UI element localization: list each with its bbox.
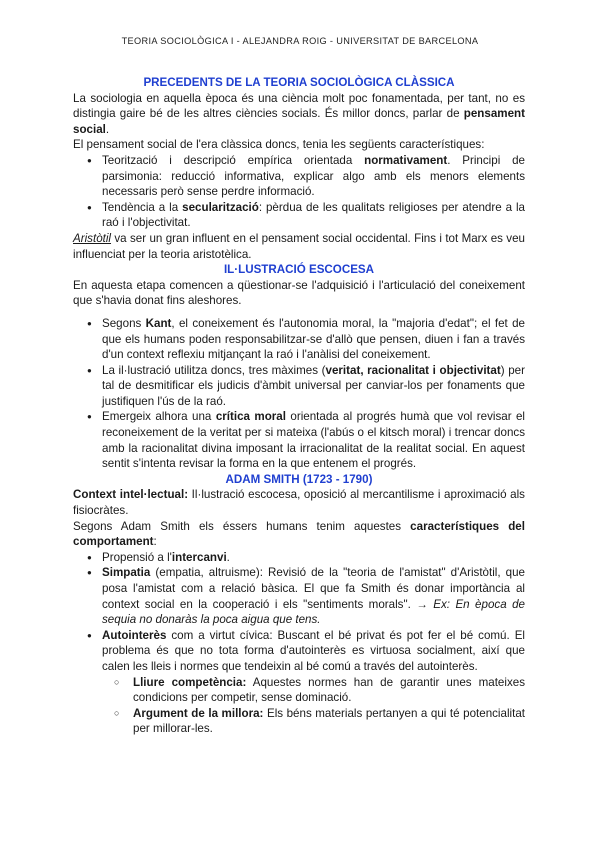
paragraph — [73, 519, 525, 550]
page-header: TEORIA SOCIOLÒGICA I - ALEJANDRA ROIG - UNIVERSITAT DE BARCELONA — [121, 36, 479, 46]
text: (empatia, altruisme): Revisió de la "teoria de l'amistat" d'Aristòtil, que posa l'amistat com a relació bàsica. El que fa Smith és donar importància al context social en la cooperació i els "sentiments morals". → — [102, 566, 525, 611]
italic-text: Ex: En època de sequia no donaràs la poca aigua que tens. — [102, 597, 525, 627]
section-title-precedents: PRECEDENTS DE LA TEORIA SOCIOLÒGICA CLÀSSICA — [143, 76, 455, 89]
list-item — [73, 316, 525, 363]
list-item — [73, 565, 525, 627]
sub-bullet-list — [73, 675, 525, 737]
list-item — [73, 200, 525, 231]
text: : pèrdua de les qualitats religioses per atendre a la raó i l'objectivitat. — [102, 200, 525, 230]
bold-text: Kant — [145, 316, 172, 330]
bold-text: crítica moral — [215, 410, 286, 424]
section-title-illustracio: IL·LUSTRACIÓ ESCOCESA — [223, 263, 375, 277]
sub-list-item — [102, 675, 525, 706]
text: Emergeix alhora una — [102, 410, 216, 424]
paragraph — [73, 91, 525, 138]
text: La il·lustració utilitza doncs, tres màximes ( — [102, 363, 326, 377]
text: ) per tal de desmitificar els judicis d'àmbit universal per canviar-los per fonaments que justifiquen l'ús de la raó. — [102, 363, 525, 408]
bold-text: Simpatia — [102, 566, 151, 580]
text: Aquestes normes han de garantir unes mateixes condicions per competir, sense dominació. — [133, 675, 525, 705]
bold-text: secularització — [182, 200, 259, 214]
bullet-list — [73, 153, 525, 231]
text: , el coneixement és l'autonomia moral, la "majoria d'edat"; el fet de que els humans poden responsabilitzar-se d'allò que pensen, diuen i fan a través d'un context reflexiu mitjançant la raó i l'anàlisi del coneixement. — [102, 316, 525, 362]
document-body — [73, 75, 525, 737]
bold-text: intercanvi — [171, 550, 227, 564]
paragraph — [73, 231, 525, 262]
list-item — [73, 550, 525, 566]
sub-list-item — [102, 706, 525, 737]
bold-text: normativament — [364, 153, 448, 167]
paragraph — [73, 487, 525, 518]
text: Els béns materials pertanyen a qui té potencialitat per millorar-les. — [133, 706, 525, 736]
text: orientada al progrés humà que vol revisar el reconeixement de la veritat per si mateixa (l'abús o el kitsch moral) i trencar doncs amb la racionalitat divina imposant la irracionalitat de la realitat social. En aquest sentit s'intenta revisar la forma en la que entenem el progrés. — [102, 410, 525, 471]
bullet-list — [73, 316, 525, 472]
text: . — [105, 122, 110, 136]
text: Propensió a l' — [102, 550, 172, 564]
text: Segons — [102, 316, 146, 330]
paragraph: El pensament social de l'era clàssica doncs, tenia les següents característiques: — [73, 138, 485, 152]
bold-text: Argument de la millora: — [133, 706, 264, 720]
section-title-adam-smith: ADAM SMITH (1723 - 1790) — [225, 472, 373, 486]
aristotil-link[interactable]: Aristòtil — [73, 231, 112, 245]
text: Il·lustració escocesa, oposició al mercantilisme i aproximació als fisiocràtes. — [73, 488, 525, 518]
text: : — [153, 535, 157, 549]
bullet-list — [73, 550, 525, 737]
text: . Principi de parsimonia: reducció informativa, explicar algo amb els menors elements necessaris però sense perdre informació. — [102, 153, 525, 199]
text: va ser un gran influent en el pensament social occidental. Fins i tot Marx es veu influenciat per la teoria aristotèlica. — [73, 231, 525, 261]
bold-text: Autointerès — [102, 628, 167, 642]
list-item — [73, 153, 525, 200]
paragraph: En aquesta etapa comencen a qüestionar-se l'adquisició i l'articulació del coneixement que s'havia donat fins aleshores. — [73, 278, 525, 308]
text: . — [226, 550, 230, 564]
text: Tendència a la — [102, 200, 183, 214]
list-item — [73, 409, 525, 471]
bold-text: veritat, racionalitat i objectivitat — [325, 363, 501, 377]
text: La sociologia en aquella època és una ciència molt poc fonamentada, per tant, no es distingia gaire bé de les altres ciències socials. És millor doncs, parlar de — [73, 91, 525, 121]
text: Teorització i descripció empírica orientada — [102, 153, 365, 167]
bold-text: característiques del comportament — [73, 519, 525, 549]
bold-text: pensament social — [73, 107, 525, 136]
bold-text: Context intel·lectual: — [73, 488, 189, 502]
text: Segons Adam Smith els éssers humans tenim aquestes — [73, 519, 411, 533]
bold-text: Lliure competència: — [133, 675, 247, 689]
list-item — [73, 363, 525, 410]
text: com a virtut cívica: Buscant el bé privat és pot fer el bé comú. El problema és que no tota forma d'autointerès es virtuosa socialment, així que calen les lleis i normes que tendeixin al bé comú a través del autointerès. — [102, 628, 525, 673]
list-item — [73, 628, 525, 737]
